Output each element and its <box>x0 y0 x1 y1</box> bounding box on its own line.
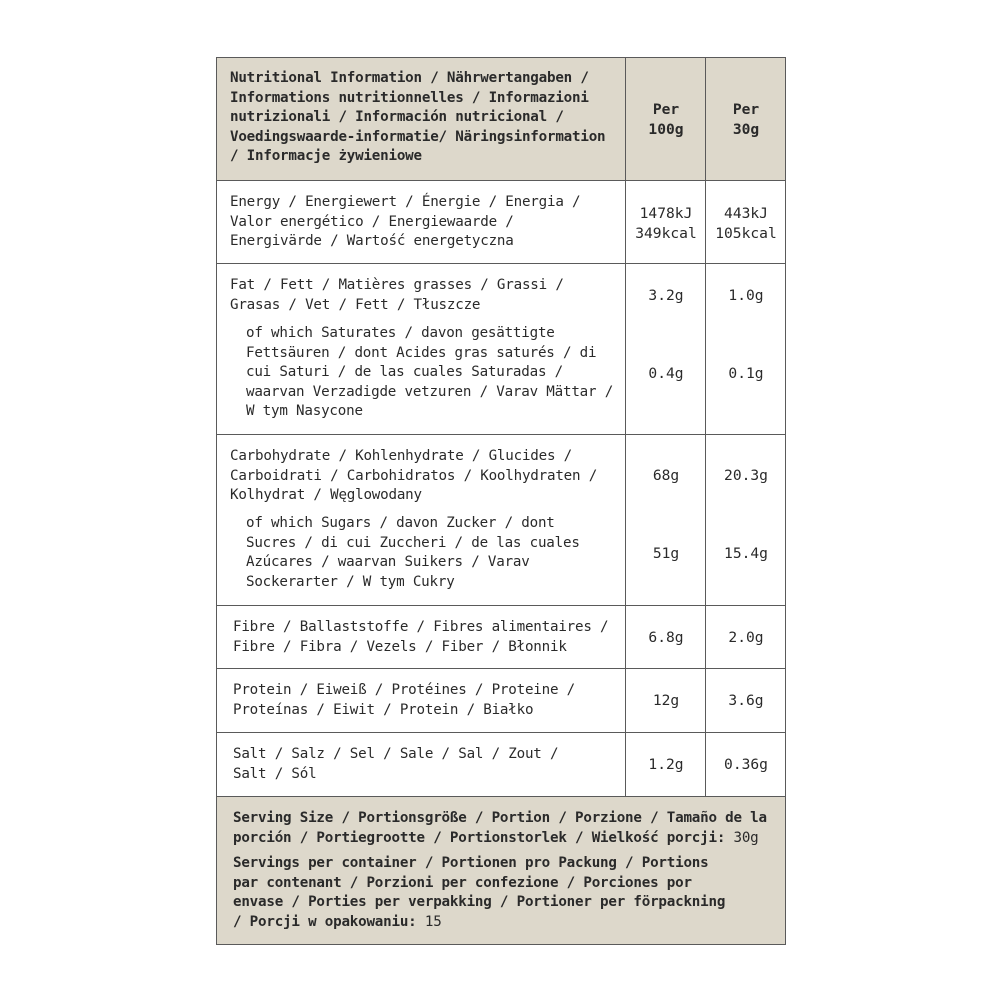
divider <box>217 605 785 606</box>
header-per-30g: Per 30g <box>732 101 760 138</box>
carbohydrate-per-100g: 68g <box>652 467 680 484</box>
salt-per-30g: 0.36g <box>724 756 768 773</box>
salt-per-100g: 1.2g <box>648 756 684 773</box>
divider <box>217 434 785 435</box>
fibre-per-100g: 6.8g <box>648 629 684 646</box>
column-divider <box>625 58 626 796</box>
sugars-per-100g: 51g <box>652 545 680 562</box>
energy-per-100g: 1478kJ 349kcal <box>635 205 697 242</box>
servings-per-container-label: Servings per container / Portionen pro Packung / Portions par contenant / Porzioni per confezione / Porciones por envase / Porties per verpakking / Portioner per förpackning / Porcji w opakowaniu: <box>233 855 726 930</box>
fat-label: Fat / Fett / Matières grasses / Grassi / Grasas / Vet / Fett / Tłuszcze <box>230 277 564 313</box>
protein-per-30g: 3.6g <box>728 692 764 709</box>
header-per-100g: Per 100g <box>648 101 684 138</box>
serving-size-label: Serving Size / Portionsgröße / Portion / Porzione / Tamaño de la porción / Portiegrootte / Portionstorlek / Wielkość porcji: <box>233 810 767 846</box>
saturates-per-30g: 0.1g <box>728 365 764 382</box>
fibre-label: Fibre / Ballaststoffe / Fibres alimentaires / Fibre / Fibra / Vezels / Fiber / Błonnik <box>233 619 609 655</box>
salt-label: Salt / Salz / Sel / Sale / Sal / Zout / Salt / Sól <box>233 746 559 782</box>
header-title: Nutritional Information / Nährwertangaben / Informations nutritionnelles / Informazioni nutrizionali / Información nutricional / Voedingswaarde-informatie/ Näringsinformation / Informacje żywieniowe <box>230 70 606 165</box>
column-divider <box>705 58 706 796</box>
divider <box>217 263 785 264</box>
divider <box>217 668 785 669</box>
carbohydrate-label: Carbohydrate / Kohlenhydrate / Glucides / Carboidrati / Carbohidratos / Koolhydraten / Kolhydrat / Węglowodany <box>230 448 598 504</box>
energy-per-30g: 443kJ 105kcal <box>715 205 777 242</box>
servings-per-container <box>233 854 725 932</box>
protein-label: Protein / Eiweiß / Protéines / Proteine / Proteínas / Eiwit / Protein / Białko <box>233 682 576 718</box>
serving-size <box>233 809 767 848</box>
saturates-per-100g: 0.4g <box>648 365 684 382</box>
fibre-per-30g: 2.0g <box>728 629 764 646</box>
nutrition-table <box>216 57 786 945</box>
protein-per-100g: 12g <box>652 692 680 709</box>
energy-label: Energy / Energiewert / Énergie / Energia / Valor energético / Energiewaarde / Energivärde / Wartość energetyczna <box>230 194 581 250</box>
carbohydrate-per-30g: 20.3g <box>724 467 768 484</box>
fat-per-30g: 1.0g <box>728 287 764 304</box>
divider <box>217 732 785 733</box>
servings-per-container-value: 15 <box>416 913 442 930</box>
divider <box>217 180 785 181</box>
sugars-per-30g: 15.4g <box>724 545 768 562</box>
serving-size-value: 30g <box>725 829 759 846</box>
sugars-label: of which Sugars / davon Zucker / dont Sucres / di cui Zuccheri / de las cuales Azúcares / waarvan Suikers / Varav Sockerarter / W tym Cukry <box>246 515 580 590</box>
fat-per-100g: 3.2g <box>648 287 684 304</box>
saturates-label: of which Saturates / davon gesättigte Fettsäuren / dont Acides gras saturés / di cui Saturi / de las cuales Saturadas / waarvan Verzadigde vetzuren / Varav Mättar / W tym Nasycone <box>246 325 614 420</box>
